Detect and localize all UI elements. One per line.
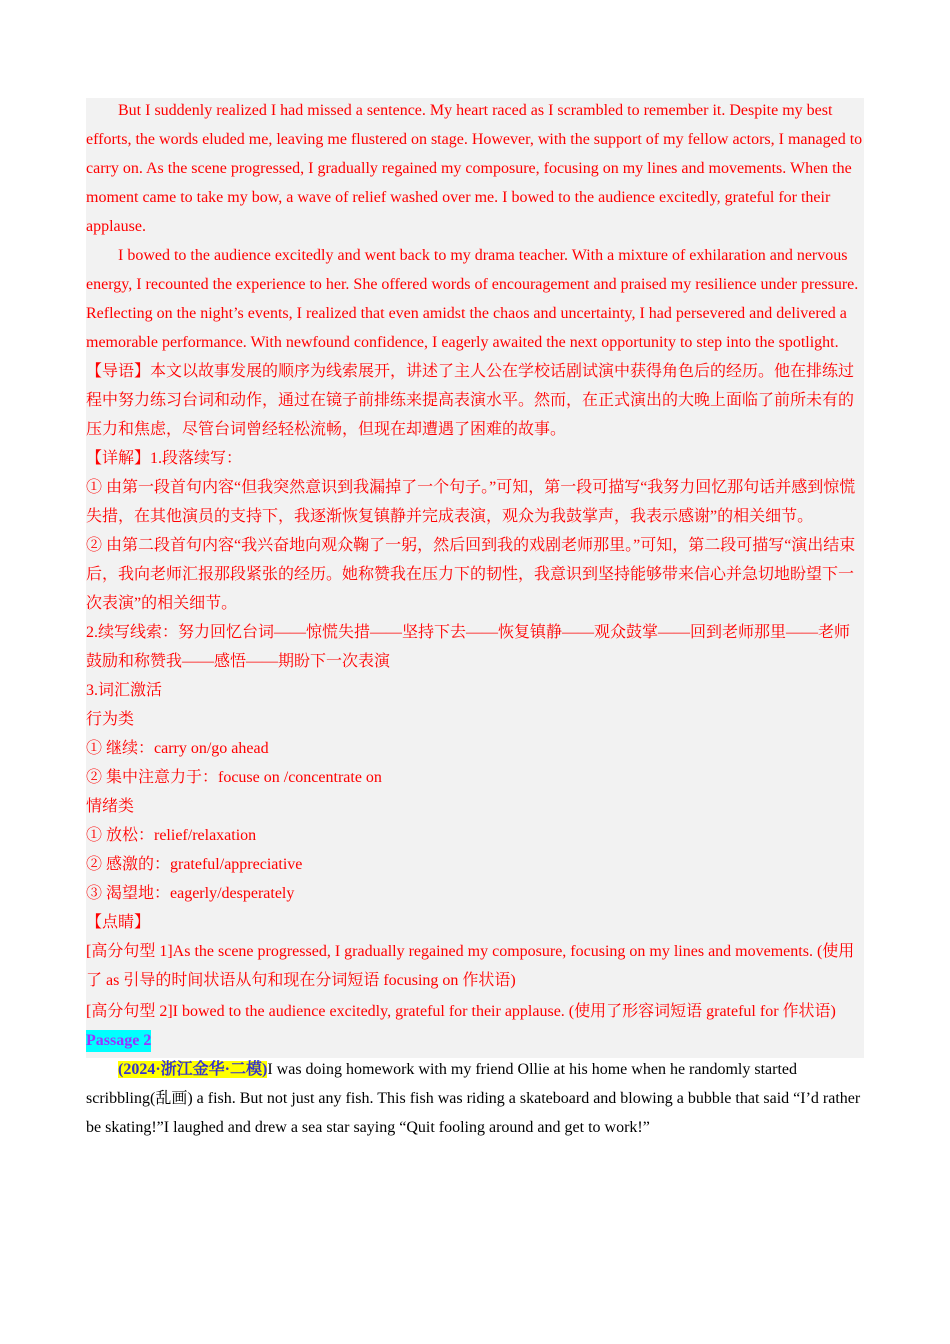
sentence-pattern-1: [高分句型 1]As the scene progressed, I gradually regained my composure, focusing on my lines and movements. (使用了 as 引导的时间状语从句和现在分词短语 focusing on 作状语) <box>86 943 855 989</box>
story-paragraph-1: But I suddenly realized I had missed a sentence. My heart raced as I scrambled to remember it. Despite my best efforts, the words eluded me, leaving me flustered on stage. However, with the support of my fellow actors, I managed to carry on. As the scene progressed, I gradually regained my composure, focusing on my lines and movements. When the moment came to take my bow, a wave of relief washed over me. I bowed to the audience excitedly, grateful for their applause. <box>86 102 863 235</box>
story-paragraph-2: I bowed to the audience excitedly and went back to my drama teacher. With a mixture of exhilaration and nervous energy, I recounted the experience to her. She offered words of encouragement and praised my resilience under pressure. Reflecting on the night’s events, I realized that even amidst the chaos and uncertainty, I had persevered and delivered a memorable performance. With newfound confidence, I eagerly awaited the next opportunity to step into the spotlight. <box>86 247 859 351</box>
highlight-heading: 【点睛】 <box>86 914 151 931</box>
detail-heading: 【详解】1.段落续写： <box>86 450 243 467</box>
writing-clue: 2.续写线索：努力回忆台词——惊慌失措——坚持下去——恢复镇静——观众鼓掌——回到老师那里——老师鼓励和称赞我——感悟——期盼下一次表演 <box>86 624 851 670</box>
passage-2-source: (2024·浙江金华·二模) <box>118 1061 268 1078</box>
emotion-item: ③ 渴望地：eagerly/desperately <box>86 885 295 902</box>
guide-text: 【导语】本文以故事发展的顺序为线索展开，讲述了主人公在学校话剧试演中获得角色后的经历。他在排练过程中努力练习台词和动作，通过在镜子前排练来提高表演水平。然而，在正式演出的大晚上面临了前所未有的压力和焦虑，尽管台词曾经轻松流畅，但现在却遭遇了困难的故事。 <box>86 363 855 438</box>
emotion-item: ① 放松：relief/relaxation <box>86 827 257 844</box>
behavior-item: ② 集中注意力于：focuse on /concentrate on <box>86 769 382 786</box>
page-content <box>86 96 864 1142</box>
behavior-item: ① 继续：carry on/go ahead <box>86 740 269 757</box>
passage-2-paragraph <box>86 1055 864 1142</box>
passage-2-text: I was doing homework with my friend Ollie at his home when he randomly started scribbling(乱画) a fish. But not just any fish. This fish was riding a skateboard and blowing a bubble that said “I’d rather be skating!”I laughed and drew a sea star saying “Quit fooling around and get to work!” <box>86 1061 861 1136</box>
passage-2-label: Passage 2 <box>86 1030 151 1052</box>
vocab-heading: 3.词汇激活 <box>86 682 163 699</box>
behavior-heading: 行为类 <box>86 711 135 728</box>
emotion-heading: 情绪类 <box>86 798 135 815</box>
detail-item-1: ① 由第一段首句内容“但我突然意识到我漏掉了一个句子。”可知，第一段可描写“我努力回忆那句话并感到惊慌失措，在其他演员的支持下，我逐渐恢复镇静并完成表演，观众为我鼓掌声，我表示感谢”的相关细节。 <box>86 479 856 525</box>
emotion-item: ② 感激的：grateful/appreciative <box>86 856 303 873</box>
detail-item-2: ② 由第二段首句内容“我兴奋地向观众鞠了一躬，然后回到我的戏剧老师那里。”可知，第二段可描写“演出结束后，我向老师汇报那段紧张的经历。她称赞我在压力下的韧性，我意识到坚持能够带来信心并急切地盼望下一次表演”的相关细节。 <box>86 537 856 612</box>
sentence-pattern-2: [高分句型 2]I bowed to the audience excitedly, grateful for their applause. (使用了形容词短语 grateful for 作状语) <box>86 1003 836 1020</box>
